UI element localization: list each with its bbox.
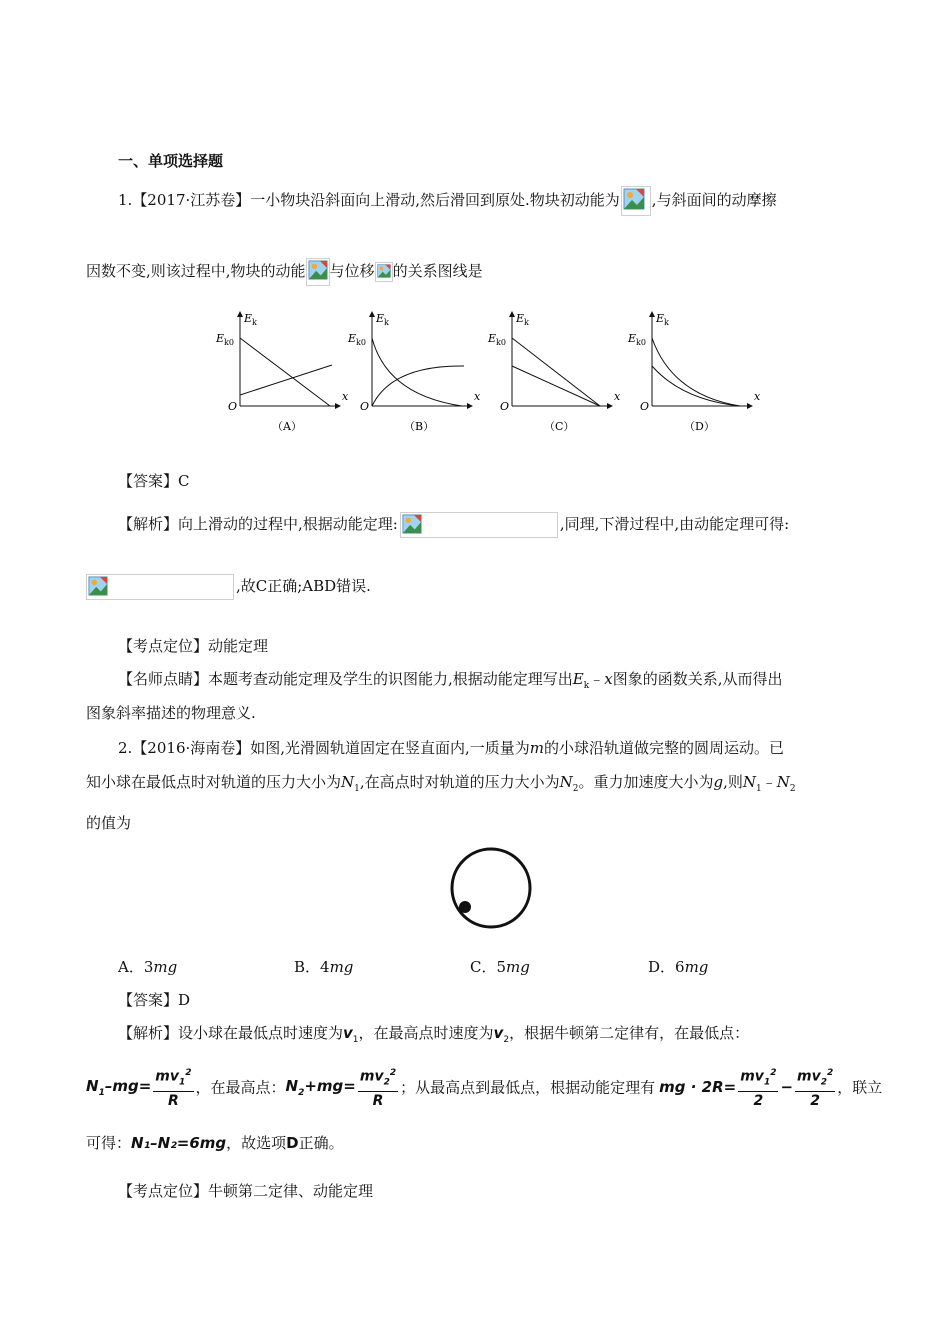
q1-graphs [210,300,770,440]
broken-image-icon [621,186,651,216]
eq-tail: ，联立 [837,1078,883,1097]
q2-conclusion-c: 正确。 [298,1134,344,1152]
graph-c-y0: $E_{k0}$ [488,332,506,347]
q1-line1-text: 1.【2017·江苏卷】一小物块沿斜面向上滑动,然后滑回到原处.物块初动能为 [118,191,620,209]
q2-option-a[interactable]: A．3mg [118,958,178,976]
q2-line1-a: 2.【2016·海南卷】如图,光滑圆轨道固定在竖直面内,一质量为 [118,739,530,757]
ball [459,901,471,913]
q1-mingshi-1b: ﹣ [589,670,605,688]
graph-c [487,312,621,433]
q1-analysis-1: 【解析】向上滑动的过程中,根据动能定理: [118,515,398,533]
q2-v2s: 2 [503,1035,510,1045]
q2-v2: v [493,1024,504,1042]
q2-circle-figure [446,846,536,936]
q1-line2-a: 因数不变,则该过程中,物块的动能 [86,262,306,280]
graph-a-line-up [240,365,332,395]
eq2-lhs: $N_2+mg=$ [285,1076,356,1098]
q2-conclusion-a: 可得： [86,1134,132,1152]
graph-a-y0: $E_{k0}$ [216,332,234,347]
graph-b-label: （B） [404,420,435,433]
q2-v1s: 1 [352,1035,359,1045]
q2-line2-s1: 1 [354,784,360,794]
q1-line1 [118,186,777,216]
q2-line2-es: 1 [756,784,762,794]
graph-d-y-axis: $E_k$ [656,312,669,327]
q1-analysis-line1 [118,512,789,538]
eq3-minus: − [780,1078,794,1097]
eq3-fraction1: $\frac{mv_1^2}{2}$ [738,1064,778,1110]
q2-line2-N1: N [341,773,355,791]
q2-v1: v [343,1024,353,1042]
q2-line2-s2: 2 [572,784,579,794]
q2-line2-c: 。重力加速度大小为 [578,773,714,791]
q2-line3: 的值为 [86,814,132,832]
graph-a [215,312,349,433]
q1-line1-tail: ,与斜面间的动摩擦 [651,191,777,209]
q2-conclusion-eq: N₁–N₂=6mg [131,1134,227,1152]
q2-line2-e: N [742,773,757,791]
graph-b-curve-up [372,366,464,406]
eq3-fraction2: $\frac{mv_2^2}{2}$ [795,1064,835,1110]
q2-conclusion [86,1132,344,1153]
q2-line1 [118,737,784,758]
eq1-lhs: $N_1-mg=$ [86,1076,152,1098]
q2-line2-b: ,在高点时对轨道的压力大小为 [359,773,560,791]
graph-d-x-axis: x [754,390,761,403]
q1-mingshi-x: x [604,670,613,688]
q2-line2-g: g [713,773,724,791]
q2-conclusion-b: ，故选项 [226,1134,287,1152]
graph-a-origin: O [228,400,238,413]
graph-d-y0: $E_{k0}$ [628,332,646,347]
eq-sep1: ，在最高点： [195,1078,286,1097]
circular-track [452,849,530,927]
q2-line2-N2: N [559,773,573,791]
q1-analysis-1-tail: ,同理,下滑过程中,由动能定理可得: [559,515,790,533]
q2-option-b[interactable]: B．4mg [294,958,354,976]
q1-line2-b: 与位移 [329,262,375,280]
broken-image-icon [86,574,234,600]
q2-analysis-1b: ，在最高点时速度为 [358,1024,494,1042]
q1-mingshi-line1 [118,668,782,691]
graph-c-x-axis: x [614,390,621,403]
q2-line2 [86,771,796,794]
q1-answer: 【答案】C [118,472,190,490]
q1-mingshi-1a: 【名师点睛】本题考查动能定理及学生的识图能力,根据动能定理写出 [118,670,573,688]
q2-answer: 【答案】D [118,991,191,1009]
graph-a-y-axis: $E_k$ [244,312,257,327]
graph-b-x-axis: x [474,390,481,403]
graph-d-label: （D） [684,420,715,433]
graph-c-label: （C） [544,420,575,433]
section-title: 一、单项选择题 [118,152,224,170]
graph-d-origin: O [640,400,650,413]
graph-c-origin: O [500,400,510,413]
broken-image-icon [306,258,330,286]
q1-mingshi-line2: 图象斜率描述的物理意义. [86,704,256,722]
q1-mingshi-E: E [572,670,584,688]
graph-c-y-axis: $E_k$ [516,312,529,327]
q1-kaodian: 【考点定位】动能定理 [118,637,269,655]
graph-b-y-axis: $E_k$ [376,312,389,327]
q1-analysis-line2 [86,574,371,600]
q2-line1-b: 的小球沿轨道做完整的圆周运动。已 [544,739,785,757]
q2-analysis-1: 【解析】设小球在最低点时速度为 [118,1024,344,1042]
q2-equation-line [86,1064,882,1110]
graph-b-y0: $E_{k0}$ [348,332,366,347]
q2-analysis-line1 [118,1022,749,1045]
eq1-fraction: $\frac{mv_1^2}{R}$ [153,1064,193,1110]
graph-a-label: （A） [272,420,302,433]
q2-line2-f: ﹣ [761,773,777,791]
graph-b-origin: O [360,400,370,413]
graph-b-curve-down [372,338,462,406]
q2-kaodian: 【考点定位】牛顿第二定律、动能定理 [118,1182,374,1200]
q2-analysis-1c: ，根据牛顿第二定律有，在最低点： [509,1024,750,1042]
graph-d-curve-down [652,366,740,406]
graph-b [347,312,481,433]
q2-line2-gs: 2 [789,784,796,794]
q1-line2 [86,258,483,286]
graph-a-x-axis: x [342,390,349,403]
q2-option-d[interactable]: D．6mg [648,958,709,976]
q2-line2-gN: N [776,773,790,791]
graph-d [627,312,761,433]
eq-sep2: ；从最高点到最低点，根据动能定理有 [400,1078,656,1097]
q2-line2-d: ,则 [723,773,743,791]
q2-line2-a: 知小球在最低点时对轨道的压力大小为 [86,773,342,791]
q1-mingshi-sub: k [583,681,590,691]
broken-image-icon [400,512,558,538]
eq3-lhs: mg · 2R= [659,1078,737,1097]
q2-line1-m: m [529,739,545,757]
graph-a-line-down [240,338,330,406]
q1-mingshi-1c: 图象的函数关系,从而得出 [612,670,783,688]
q1-analysis-2-tail: ,故C正确;ABD错误. [236,577,371,595]
q2-conclusion-D: D [286,1134,299,1152]
broken-image-icon [375,262,393,282]
eq2-fraction: $\frac{mv_2^2}{R}$ [358,1064,398,1110]
q1-line2-c: 的关系图线是 [392,262,483,280]
q2-option-c[interactable]: C．5mg [470,958,530,976]
